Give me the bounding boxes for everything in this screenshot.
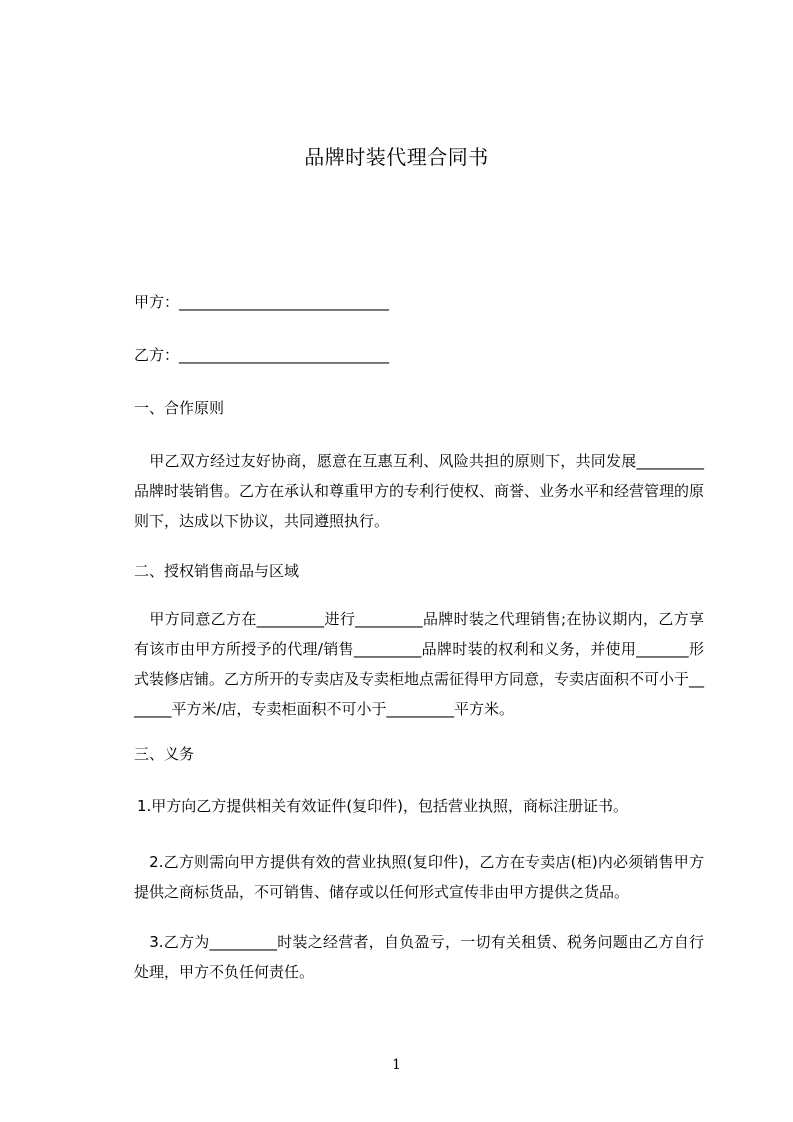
- document-title: 品牌时装代理合同书: [304, 145, 489, 169]
- section-3-item-3: 3.乙方为_________时装之经营者，自负盈亏，一切有关租赁、税务问题由乙方自行处理，甲方不负任何责任。: [134, 933, 704, 981]
- section-1-heading: 一、合作原则: [134, 399, 225, 417]
- section-3-item-1: 1.甲方向乙方提供相关有效证件(复印件)，包括营业执照，商标注册证书。: [137, 797, 629, 815]
- section-2-heading: 二、授权销售商品与区域: [134, 562, 300, 580]
- section-3-heading: 三、义务: [134, 745, 195, 763]
- party-a-line: 甲方：____________________________: [134, 293, 390, 311]
- section-2-paragraph: 甲方同意乙方在_________进行_________品牌时装之代理销售;在协议期内，乙方享有该市由甲方所授予的代理/销售_________品牌时装的权利和义务，并使用_______形式装修店铺。乙方所开的专卖店及专卖柜地点需征得甲方同意，专卖店面积不可小于_______平方米/店，专卖柜面积不可小于_________平方米。: [134, 610, 705, 718]
- section-3-item-2: 2.乙方则需向甲方提供有效的营业执照(复印件)，乙方在专卖店(柜)内必须销售甲方提供之商标货品，不可销售、储存或以任何形式宣传非由甲方提供之货品。: [134, 853, 704, 901]
- section-1-paragraph: 甲乙双方经过友好协商，愿意在互惠互利、风险共担的原则下，共同发展_________品牌时装销售。乙方在承认和尊重甲方的专利行使权、商誉、业务水平和经营管理的原则下，达成以下协议，共同遵照执行。: [134, 452, 705, 530]
- page-number: 1: [392, 1057, 401, 1073]
- party-b-line: 乙方：____________________________: [134, 346, 390, 364]
